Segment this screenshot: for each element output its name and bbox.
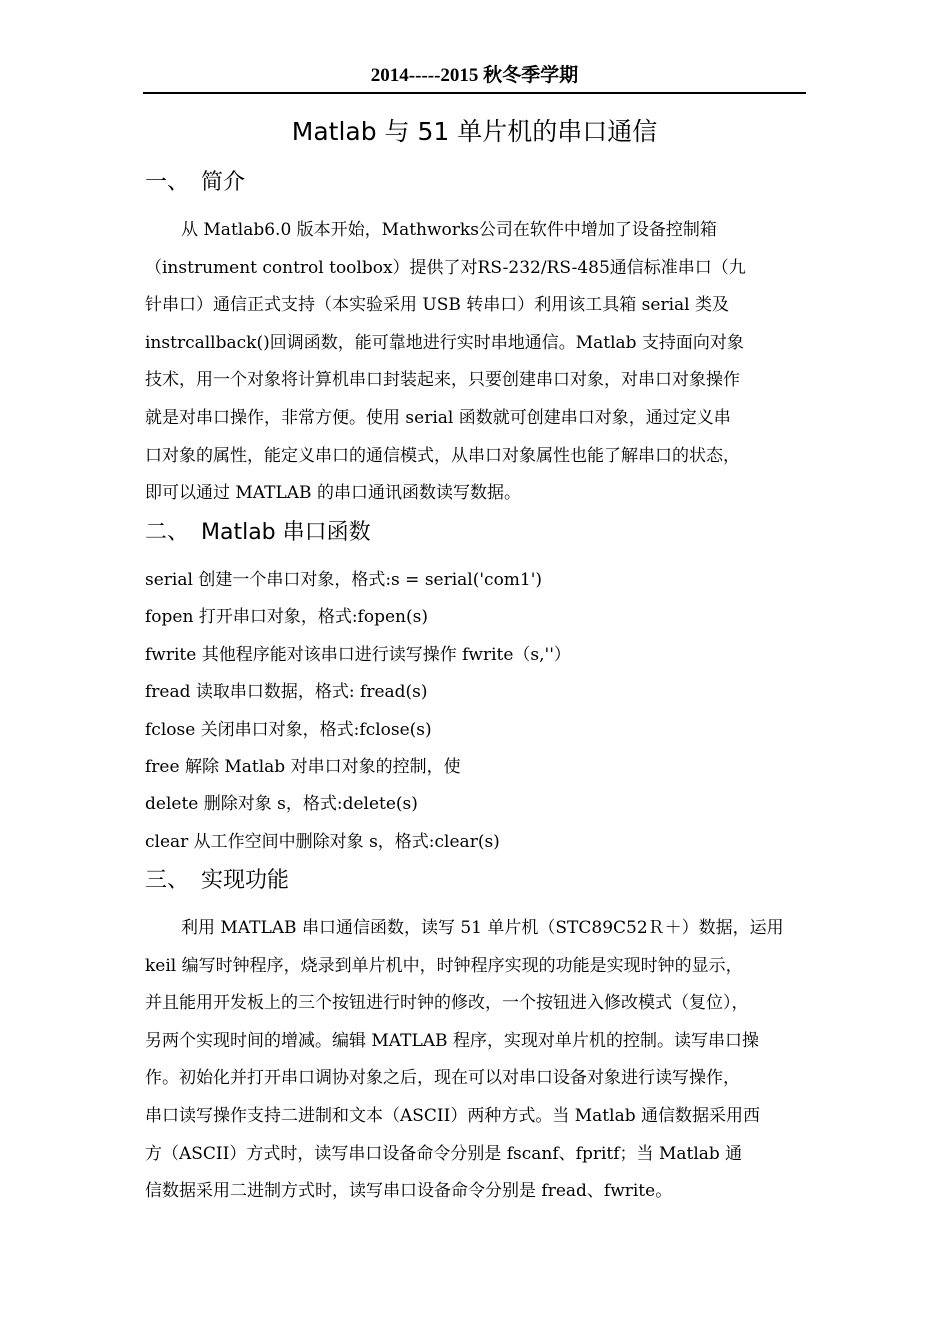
section-title: 简介 [201, 170, 246, 195]
section-number: 二、 [145, 520, 190, 545]
section-title: 实现功能 [201, 868, 290, 893]
paragraph-line: 串口读写操作支持二进制和文本（ASCII）两种方式。当 Matlab 通信数据采用西 [145, 1105, 760, 1126]
paragraph-line: 技术，用一个对象将计算机串口封装起来，只要创建串口对象，对串口对象操作 [145, 370, 740, 391]
function-item: fopen 打开串口对象，格式:fopen(s) [145, 607, 428, 628]
section-heading-1 [145, 168, 245, 198]
paragraph-line: 方（ASCII）方式时，读写串口设备命令分别是 fscanf、fpritf；当 Matlab 通 [145, 1143, 743, 1164]
section-1-paragraph [145, 212, 807, 513]
paragraph-line: instrcallback()回调函数，能可靠地进行实时串地通信。Matlab 支持面向对象 [145, 332, 744, 353]
section-title: Matlab 串口函数 [201, 520, 371, 545]
function-item: fread 读取串口数据，格式: fread(s) [145, 682, 428, 703]
section-number: 三、 [145, 868, 190, 893]
paragraph-line: （instrument control toolbox）提供了对RS-232/RS-485通信标准串口（九 [145, 257, 746, 278]
section-number: 一、 [145, 170, 190, 195]
paragraph-line: 就是对串口操作，非常方便。使用 serial 函数就可创建串口对象，通过定义串 [145, 407, 731, 428]
function-item: serial 创建一个串口对象，格式:s = serial('com1') [145, 570, 543, 590]
function-item: fwrite 其他程序能对该串口进行读写操作 fwrite（s,''） [145, 644, 571, 665]
function-item: delete 删除对象 s，格式:delete(s) [145, 794, 418, 815]
section-heading-2 [145, 518, 371, 548]
paragraph-line: 从 Matlab6.0 版本开始，Mathworks公司在软件中增加了设备控制箱 [181, 220, 717, 240]
function-list [145, 562, 807, 861]
function-item: clear 从工作空间中删除对象 s，格式:clear(s) [145, 831, 500, 852]
section-heading-3 [145, 866, 289, 896]
paragraph-line: 即可以通过 MATLAB 的串口通讯函数读写数据。 [145, 483, 521, 504]
paragraph-line: 作。初始化并打开串口调协对象之后，现在可以对串口设备对象进行读写操作， [145, 1068, 740, 1089]
paragraph-line: 另两个实现时间的增减。编辑 MATLAB 程序，实现对单片机的控制。读写串口操 [145, 1030, 759, 1051]
function-item: free 解除 Matlab 对串口对象的控制，使 [145, 756, 461, 777]
page-header: 2014-----2015 秋冬季学期 [370, 65, 579, 86]
paragraph-line: 利用 MATLAB 串口通信函数，读写 51 单片机（STC89C52Ｒ＋）数据，运用 [181, 918, 784, 938]
paragraph-line: 并且能用开发板上的三个按钮进行时钟的修改，一个按钮进入修改模式（复位）， [145, 993, 749, 1014]
paragraph-line: keil 编写时钟程序，烧录到单片机中，时钟程序实现的功能是实现时钟的显示， [145, 955, 743, 976]
section-3-paragraph [145, 910, 807, 1211]
paragraph-line: 信数据采用二进制方式时，读写串口设备命令分别是 fread、fwrite。 [145, 1181, 673, 1202]
header-divider [143, 92, 806, 94]
paragraph-line: 针串口）通信正式支持（本实验采用 USB 转串口）利用该工具箱 serial 类及 [145, 295, 730, 316]
function-item: fclose 关闭串口对象，格式:fclose(s) [145, 719, 432, 740]
document-title: Matlab 与 51 单片机的串口通信 [291, 117, 658, 146]
paragraph-line: 口对象的属性，能定义串口的通信模式，从串口对象属性也能了解串口的状态， [145, 445, 740, 466]
